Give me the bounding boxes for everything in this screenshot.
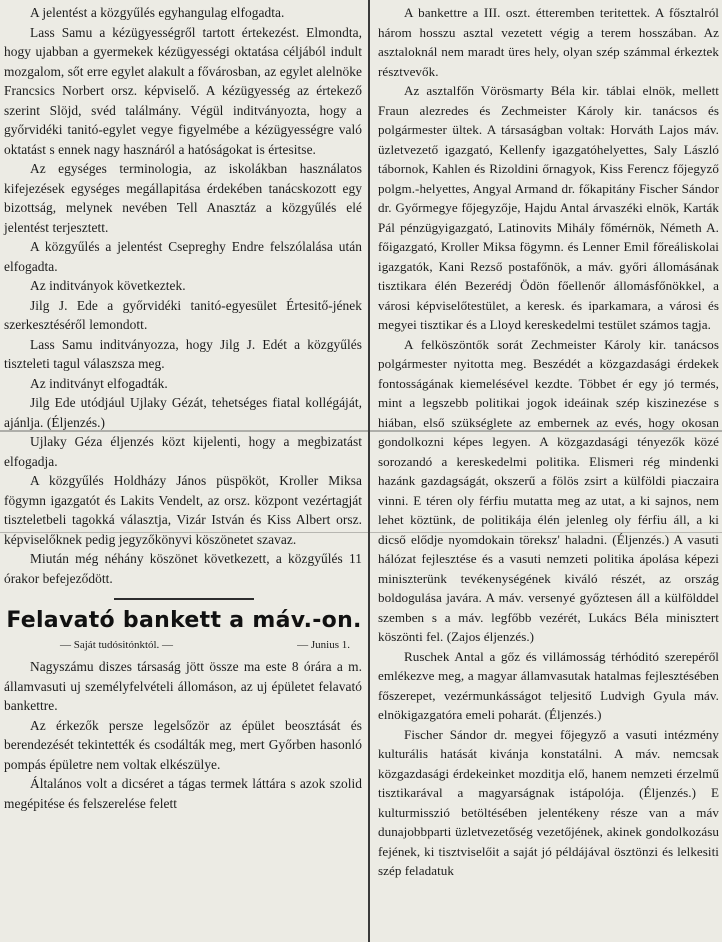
paragraph: Az asztalfőn Vörösmarty Béla kir. táblai elnök, mellett Fraun alezredes és Zechmeister Károly kir. tanácsos és polgármester ültek. A társaságban voltak: Horváth Lajos máv. üzletvezető igazgató, Kellenfy igazgatóhelyettes, Saly László tábornok, Kahlen és Rizoldini őrnagyok, Kiss Ferencz főjegyző polgm.-helyettes, Angyal Armand dr. főkapitány Fischer Sándor dr. Győrmegye főjegyzője, Hajdu Antal árvaszéki elnök, Karták Pál pénzügyigazgató, Latinovits Mihály főmérnök, Németh A. főigazgató, Kroller Miksa fögymn. és Lenner Emil főreáliskolai igazgatók, Kani Rezső postafőnök, a máv. győri állomásának tisztikara élén Bezerédj Ödön főellenőr állomásfőnökkel, a városi képviselőtestület, a keresk. és iparkamara, a városi és megyei tisztikar és a Lloyd kereskedelmi testület számos tagja.	[378, 83, 719, 332]
byline	[0, 639, 368, 651]
paragraph: Ujlaky Géza éljenzés közt kijelenti, hogy a megbizatást elfogadja.	[4, 434, 362, 469]
paragraph: Általános volt a dicséret a tágas termek láttára s azok szolid megépitése és felszerelése felett	[4, 776, 362, 811]
byline-date: — Junius 1.	[297, 639, 350, 651]
paragraph: Jilg Ede utódjául Ujlaky Gézát, tehetséges fiatal kollégáját, ajánlja. (Éljenzés.)	[4, 395, 362, 430]
section-divider	[114, 598, 254, 600]
paragraph: Miután még néhány köszönet következett, a közgyűlés 11 órakor befejeződött.	[4, 551, 362, 586]
byline-source: — Saját tudósitónktól. —	[60, 639, 174, 651]
paragraph: A bankettre a III. oszt. étteremben teritettek. A fősztalról három hosszu asztal vezetett végig a terem hosszában. Az asztaloknál nem maradt üres hely, olyan szép számmal érkeztek résztvevők.	[378, 5, 719, 79]
article-headline: Felavató bankett a máv.-on.	[6, 608, 362, 633]
paragraph: Nagyszámu diszes társaság jött össze ma este 8 órára a m. államvasuti uj személyfelvételi állomáson, az uj épületet felavató bankettre.	[4, 659, 362, 713]
right-column	[372, 0, 722, 942]
paragraph: Az egységes terminologia, az iskolákban használatos kifejezések egységes megállapitása érdekében tanácskozott egy bizottság, melynek nevében Tell Anasztáz a közgyűlés elé jelentést terjesztett.	[4, 161, 362, 235]
paragraph: Az inditványok következtek.	[30, 278, 186, 293]
paragraph: Jilg J. Ede a győrvidéki tanitó-egyesület Értesitő-jének szerkesztéséről lemondott.	[4, 297, 362, 332]
paragraph: A közgyűlés Holdházy János püspököt, Kroller Miksa fögymn igazgatót és Lakits Vendelt, az orsz. központ vezértagját tiszteletbeli tagokká választja, Vizár István és Kiss Albert orsz. képviselőknek pedig jegyzőkönyvi köszönetet szavaz.	[4, 473, 362, 547]
paragraph: A jelentést a közgyűlés egyhangulag elfogadta.	[30, 5, 285, 20]
paragraph: Az inditványt elfogadták.	[30, 375, 168, 391]
paragraph: A felköszöntők sorát Zechmeister Károly kir. tanácsos polgármester nyitotta meg. Beszédét a közgazdasági érdekek fontosságának kiemelésével kezdte. Többet ér egy jó termés, mint a legszebb politikai jogok ideáinak szép kiszinezése s hiában, első szükséglete az embernek az evés, hogy okosan gondolkozni képes legyen. A közgazdasági tényezők közé sorozandó a kereskedelmi politika. Elismeri rég mindenki hazánk gazdagságát, okszerű a fölös zsirt a külföldi piaczaira vinni. E téren oly férfiu mutatta meg az utat, a ki sajnos, nem lehet köztünk, de politikája élén jelenleg oly férfiu áll, a ki dicső elődje nyomdokain töreksz' haladni. (Éljenzés.) A vasuti hálózat fejlesztése és a vasuti nemzeti politika ápolása képezi miniszterünk tevékenységének kiváló részét, az ország boldogulása javára. A máv. versenyé győztesen áll a külfölddel szemben s a máv. legfőbb vezérét, Lukács Béla minisztert köszönti fel. (Zajos éljenzés.)	[378, 336, 719, 644]
column-rule	[368, 0, 370, 942]
paragraph: Lass Samu a kézügyességről tartott értekezést. Elmondta, hogy ujabban a gyermekek kézügyességi oktatása céljából indult mozgalom, sőt erre egylet alakult a fővárosban, az egylet alelnöke Francsics Norbert orsz. képviselő. A kézügyesség az értekező szerint Slöjd, svéd találmány. Végül inditványozta, hogy a győrvidéki tanitó-egylet vegye figyelmébe a kézügyességre való oktatást s ennek nagy hasznáról a hatóságokat is értesitse.	[4, 24, 362, 157]
paragraph: Lass Samu inditványozza, hogy Jilg J. Edét a közgyűlés tiszteleti tagul válaszsza meg.	[4, 336, 362, 371]
paragraph: Ruschek Antal a gőz és villámosság térhóditó szerepéről emlékezve meg, a magyar államvasutak hatalmas fejlesztésében főszerepet, vezérmunkásságot teljesitő Ludvigh Gyula máv. elnökigazgatóra emeli poharát. (Éljenzés.)	[378, 648, 719, 722]
paragraph: Az érkezők persze legelsőzör az épület beosztását és berendezését tekintették és csodálták meg, mert Győrben hasonló pompás épületre nem voltak elkészülye.	[4, 717, 362, 772]
paragraph: A közgyűlés a jelentést Csepreghy Endre felszólalása után elfogadta.	[4, 239, 362, 274]
paragraph: Fischer Sándor dr. megyei főjegyző a vasuti intézmény kulturális hatását kivánja konstatálni. A máv. nemcsak közgazdasági érdekeinket mozditja elő, hanem nemzeti érzelmű tisztikarával a magyarságnak istápolója. (Éljenzés.) E kulturmisszió betöltésében jelentékeny része van a máv dunajobbparti üzletvezetőség vezetőjének, akinek gondolkozásu fejének, ki tisztviselőit a saját jó példájával ösztönzi és lelkesiti szép feladatuk	[378, 726, 719, 878]
